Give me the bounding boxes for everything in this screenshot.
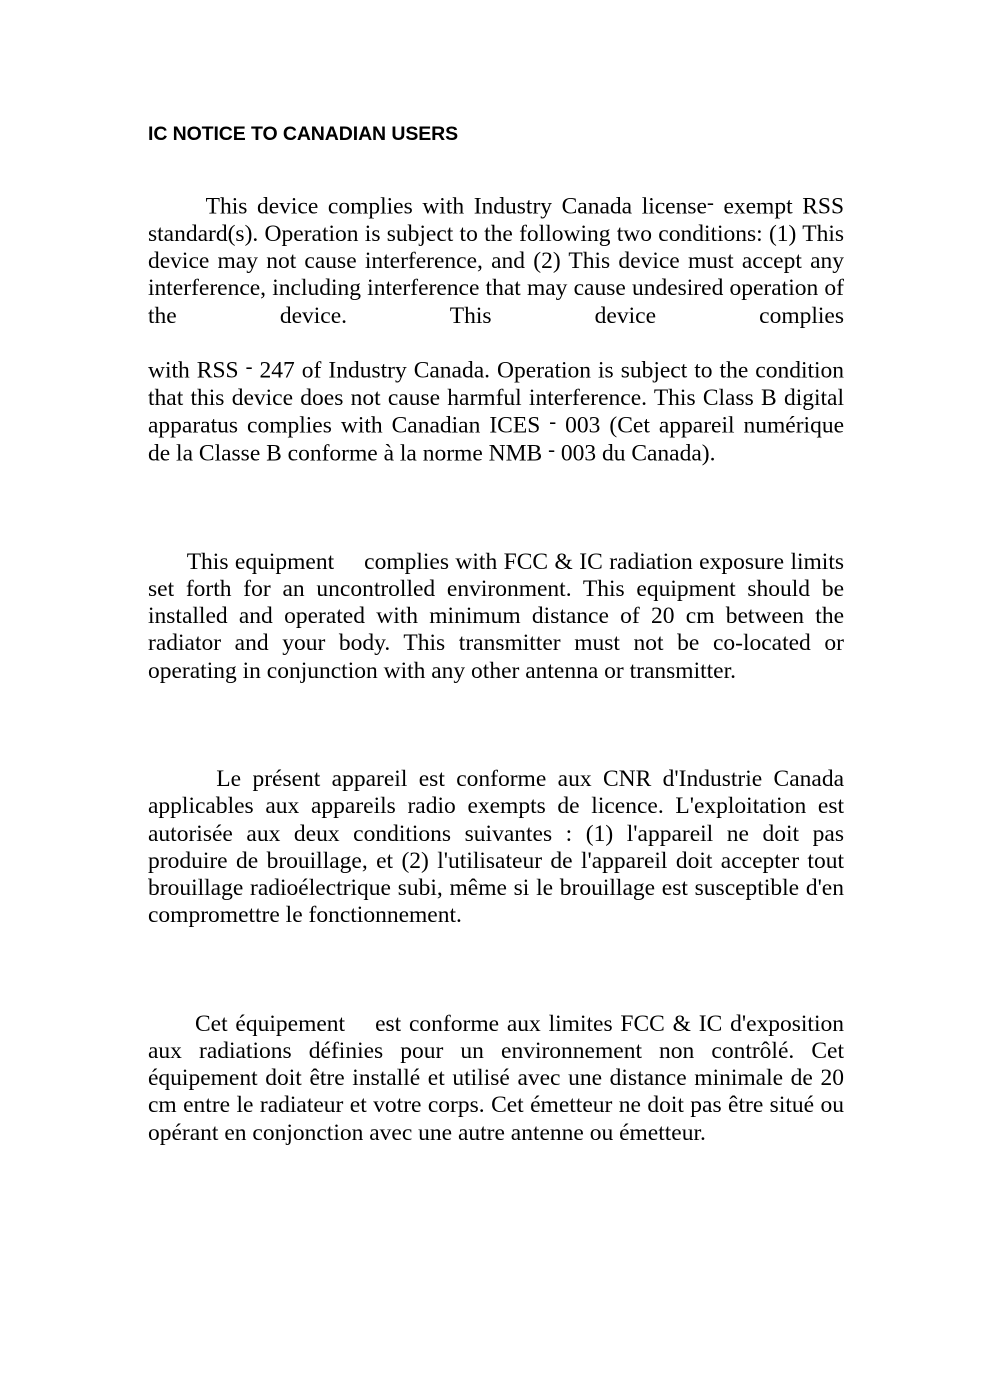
raised-hyphen-glyph: ‑ (548, 438, 555, 461)
paragraph-rf-exposure-fr (148, 984, 850, 1174)
paragraph-text-segment: This device complies with Industry Canada license (205, 193, 707, 220)
page-title: IC NOTICE TO CANADIAN USERS (148, 123, 459, 145)
paragraph-text-segment: Cet équipement (194, 1010, 346, 1037)
paragraph-text-segment: 247 of Industry Canada. Operation is subject to the condition that this device does not cause harmful interference. This Class B digital apparatus complies with Canadian ICES (148, 357, 850, 439)
paragraph-text-segment: est conforme aux limites FCC & IC d'exposition aux radiations définies pour un environnement non contrôlé. Cet équipement doit être installé et utilisé avec une distance minimale de 20 cm entre le radiateur et votre corps. Cet émetteur ne doit pas être situé ou opérant en conjonction avec une autre antenne ou émetteur. (148, 1010, 850, 1146)
paragraph-ic-compliance (148, 166, 850, 495)
paragraph-text-segment: 003 du Canada). (560, 440, 716, 467)
paragraph-text-segment: exempt RSS standard(s). Operation is subject to the following two conditions: (1) This device may not cause interference, and (2) This device must accept any interference, including interference that may cause undesired operation of the device. This device complies (148, 193, 850, 329)
paragraph-cnr-fr (148, 739, 850, 957)
document-body (148, 122, 850, 1174)
paragraph-text-segment: This equipment (186, 548, 335, 575)
paragraph-rf-exposure-en (148, 522, 850, 712)
paragraph-text-segment: with RSS (148, 357, 239, 384)
raised-hyphen-glyph: ‑ (549, 410, 557, 433)
paragraph-text-segment: Le présent appareil est conforme aux CNR d'Industrie Canada applicables aux appareils radio exempts de licence. L'exploitation est autorisée aux deux conditions suivantes : (1) l'appareil ne doit pas produire de brouillage, et (2) l'utilisateur de l'appareil doit accepter tout brouillage radioélectrique subi, même si le brouillage est susceptible d'en compromettre le fonctionnement. (148, 766, 850, 929)
raised-hyphen-glyph: ‑ (245, 355, 253, 378)
raised-hyphen-glyph: ‑ (706, 192, 714, 215)
paragraph-text-segment: 003 (Cet appareil numérique de la Classe B conforme à la norme NMB (148, 412, 850, 467)
paragraph-text-segment: complies with FCC & IC radiation exposure limits set forth for an uncontrolled environment. This equipment should be installed and operated with minimum distance of 20 cm between the radiator and your body. This transmitter must not be co-located or operating in conjunction with any other antenna or transmitter. (148, 548, 850, 684)
